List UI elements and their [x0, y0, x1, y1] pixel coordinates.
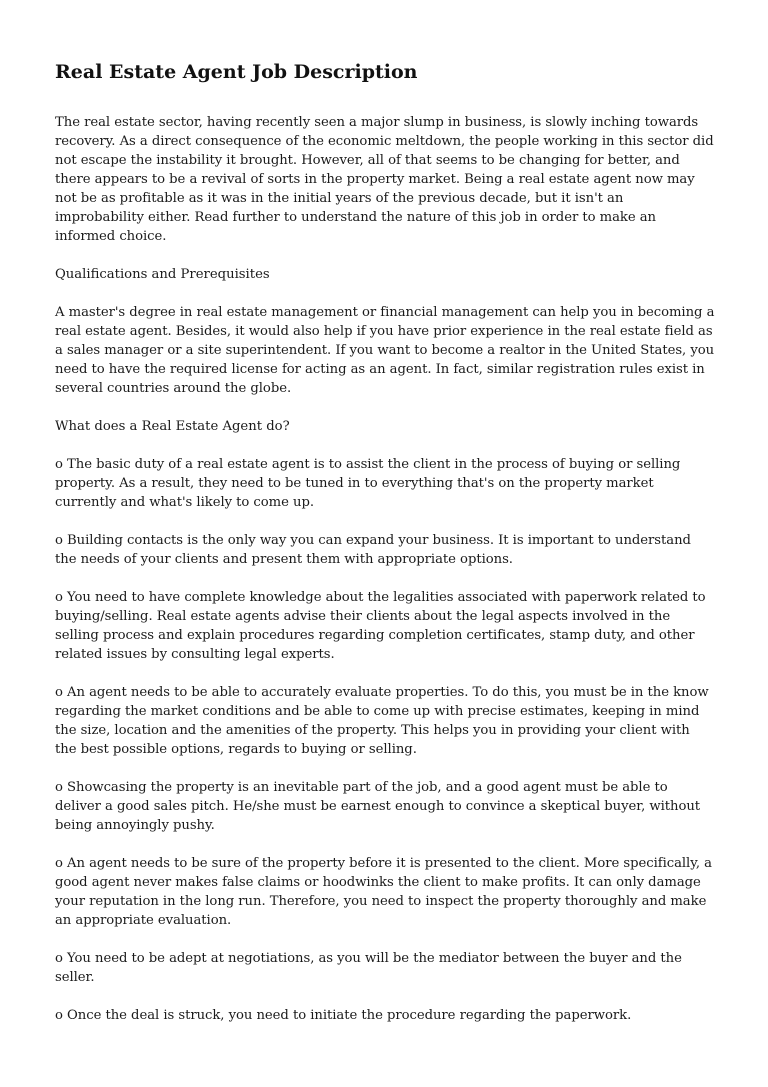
duty-item: o Once the deal is struck, you need to initiate the procedure regarding the paperwork.: [55, 1008, 632, 1023]
qualifications-paragraph: A master's degree in real estate management or financial management can help you in becoming a real estate agent. Besides, it would also help if you have prior experience in the real estate field as a sales manager or a site superintendent. If you want to become a realtor in the United States, you need to have the required license for acting as an agent. In fact, similar registration rules exist in several countries around the globe.: [55, 305, 715, 396]
duties-heading: What does a Real Estate Agent do?: [55, 419, 290, 434]
duty-item: o Showcasing the property is an inevitable part of the job, and a good agent must be able to deliver a good sales pitch. He/she must be earnest enough to convince a skeptical buyer, without being annoyingly pushy.: [55, 780, 701, 833]
document-page: [55, 58, 715, 1044]
duty-item: o The basic duty of a real estate agent is to assist the client in the process of buying or selling property. As a result, they need to be tuned in to everything that's on the property market currently and what's likely to come up.: [55, 457, 681, 510]
duty-item: o Building contacts is the only way you can expand your business. It is important to understand the needs of your clients and present them with appropriate options.: [55, 533, 691, 567]
intro-paragraph: The real estate sector, having recently seen a major slump in business, is slowly inching towards recovery. As a direct consequence of the economic meltdown, the people working in this sector did not escape the instability it brought. However, all of that seems to be changing for better, and there appears to be a revival of sorts in the property market. Being a real estate agent now may not be as profitable as it was in the initial years of the previous decade, but it isn't an improbability either. Read further to understand the nature of this job in order to make an informed choice.: [55, 115, 714, 244]
duty-item: o An agent needs to be sure of the property before it is presented to the client. More specifically, a good agent never makes false claims or hoodwinks the client to make profits. It can only damage your reputation in the long run. Therefore, you need to inspect the property thoroughly and make an appropriate evaluation.: [55, 856, 712, 928]
qualifications-heading: Qualifications and Prerequisites: [55, 267, 270, 282]
duty-item: o You need to have complete knowledge about the legalities associated with paperwork related to buying/selling. Real estate agents advise their clients about the legal aspects involved in the selling process and explain procedures regarding completion certificates, stamp duty, and other related issues by consulting legal experts.: [55, 590, 706, 662]
document-title: Real Estate Agent Job Description: [55, 61, 418, 83]
duty-item: o An agent needs to be able to accurately evaluate properties. To do this, you must be in the know regarding the market conditions and be able to come up with precise estimates, keeping in mind the size, location and the amenities of the property. This helps you in providing your client with the best possible options, regards to buying or selling.: [55, 685, 709, 757]
duty-item: o You need to be adept at negotiations, as you will be the mediator between the buyer and the seller.: [55, 951, 682, 985]
